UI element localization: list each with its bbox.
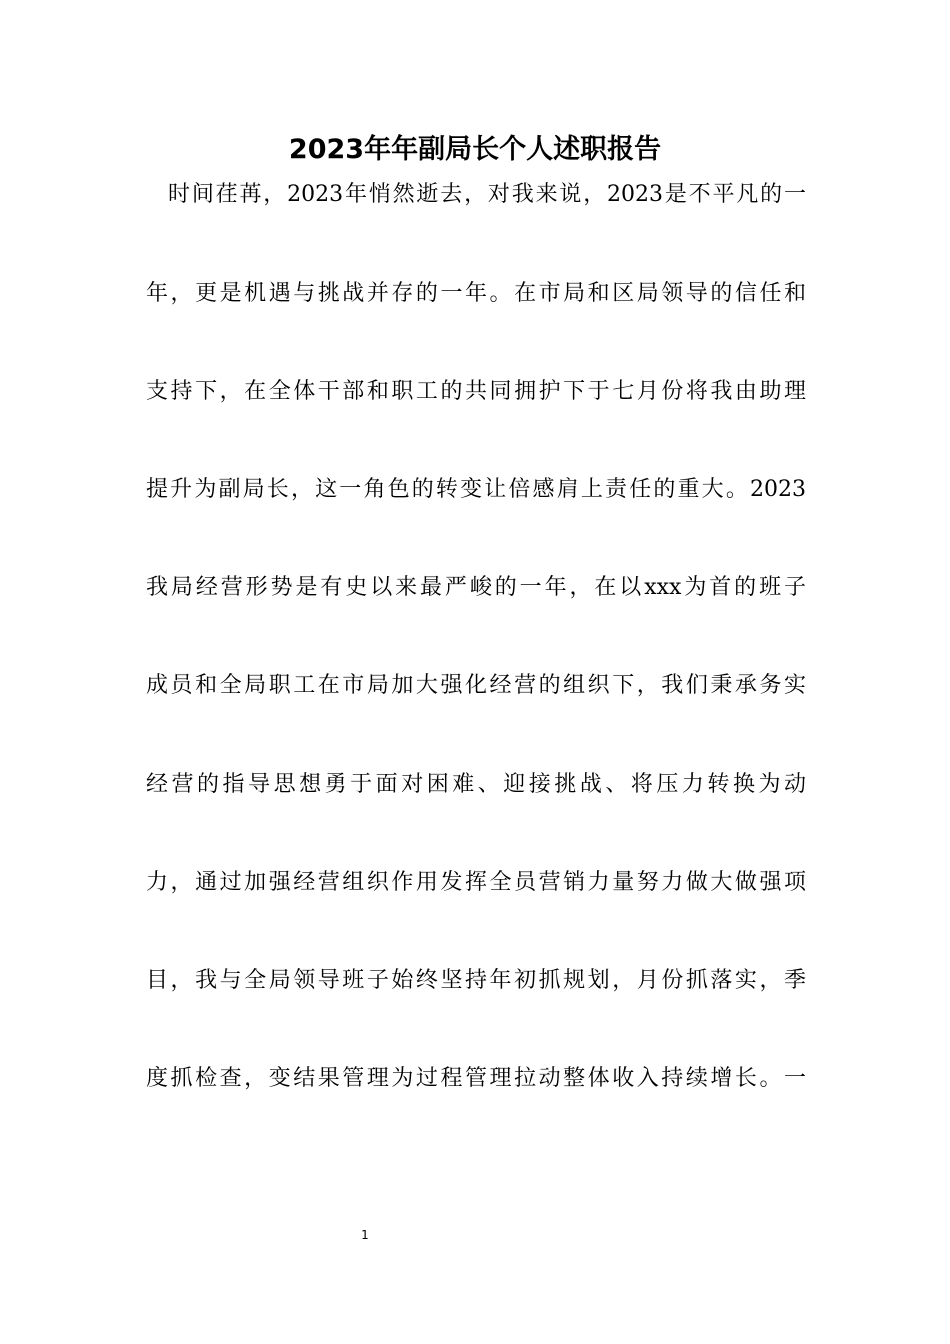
body-line-10: 度抓检查，变结果管理为过程管理拉动整体收入持续增长。一 — [146, 1066, 806, 1091]
body-line-4: 提升为副局长，这一角色的转变让倍感肩上责任的重大。2023 — [146, 477, 806, 502]
body-line-7: 经营的指导思想勇于面对困难、迎接挑战、将压力转换为动 — [146, 772, 806, 797]
body-line-1: 时间荏苒，2023年悄然逝去，对我来说，2023是不平凡的一 — [168, 182, 806, 207]
body-line-6: 成员和全局职工在市局加大强化经营的组织下，我们秉承务实 — [146, 673, 806, 698]
body-line-2: 年，更是机遇与挑战并存的一年。在市局和区局领导的信任和 — [146, 281, 806, 306]
body-line-3: 支持下，在全体干部和职工的共同拥护下于七月份将我由助理 — [146, 379, 806, 404]
body-line-9: 目，我与全局领导班子始终坚持年初抓规划，月份抓落实，季 — [146, 968, 806, 993]
body-line-5: 我局经营形势是有史以来最严峻的一年，在以xxx为首的班子 — [146, 575, 806, 600]
body-line-8: 力，通过加强经营组织作用发挥全员营销力量努力做大做强项 — [146, 870, 806, 895]
document-title: 2023年年副局长个人述职报告 — [288, 134, 662, 165]
page-number: 1 — [361, 1228, 369, 1242]
